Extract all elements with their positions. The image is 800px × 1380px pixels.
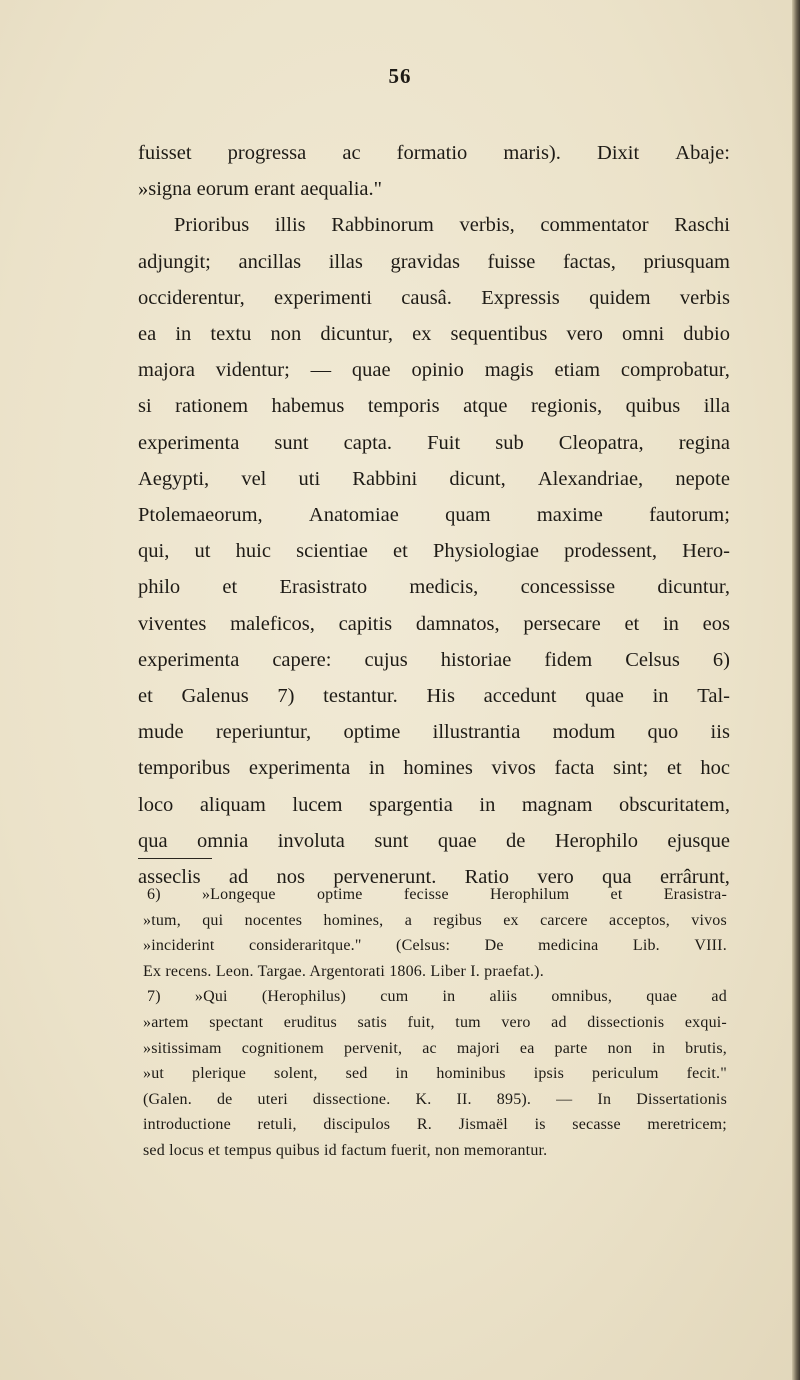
body-text bbox=[138, 135, 730, 895]
footnote-line: 7) »Qui (Herophilus) cum in aliis omnibus, quae ad bbox=[147, 988, 727, 1006]
body-line: qua omnia involuta sunt quae de Herophilo ejusque bbox=[138, 829, 730, 852]
body-line: occiderentur, experimenti causâ. Expressis quidem verbis bbox=[138, 286, 730, 309]
body-line: ea in textu non dicuntur, ex sequentibus vero omni dubio bbox=[138, 323, 730, 346]
footnote-line: (Galen. de uteri dissectione. K. II. 895). — In Dissertationis bbox=[143, 1090, 727, 1108]
footnote-line: »tum, qui nocentes homines, a regibus ex carcere acceptos, vivos bbox=[143, 911, 727, 929]
footnote-line: »inciderint consideraritque." (Celsus: De medicina Lib. VIII. bbox=[143, 937, 727, 955]
body-line: experimenta capere: cujus historiae fidem Celsus 6) bbox=[138, 648, 730, 671]
footnote-line: »artem spectant eruditus satis fuit, tum vero ad dissectionis exqui- bbox=[143, 1013, 727, 1031]
footnote-line: sed locus et tempus quibus id factum fuerit, non memorantur. bbox=[143, 1141, 548, 1159]
page-edge bbox=[792, 0, 800, 1380]
body-line: loco aliquam lucem spargentia in magnam obscuritatem, bbox=[138, 793, 730, 816]
footnote-separator bbox=[138, 858, 212, 859]
body-line: viventes maleficos, capitis damnatos, persecare et in eos bbox=[138, 612, 730, 635]
footnotes bbox=[143, 882, 727, 1164]
footnote-line: 6) »Longeque optime fecisse Herophilum et Erasistra- bbox=[147, 886, 727, 903]
body-line: Ptolemaeorum, Anatomiae quam maxime fautorum; bbox=[138, 504, 730, 527]
body-line: »signa eorum erant aequalia." bbox=[138, 178, 383, 201]
page-number: 56 bbox=[388, 64, 412, 88]
footnote-line: introductione retuli, discipulos R. Jismaël is secasse meretricem; bbox=[143, 1116, 727, 1134]
body-line: adjungit; ancillas illas gravidas fuisse factas, priusquam bbox=[138, 250, 730, 273]
body-line: majora videntur; — quae opinio magis etiam comprobatur, bbox=[138, 359, 730, 382]
body-line: experimenta sunt capta. Fuit sub Cleopatra, regina bbox=[138, 431, 730, 454]
body-line: Prioribus illis Rabbinorum verbis, commentator Raschi bbox=[174, 214, 730, 237]
body-line: et Galenus 7) testantur. His accedunt quae in Tal- bbox=[138, 685, 730, 708]
body-line: Aegypti, vel uti Rabbini dicunt, Alexandriae, nepote bbox=[138, 467, 730, 490]
body-line: si rationem habemus temporis atque regionis, quibus illa bbox=[138, 395, 730, 418]
body-line: qui, ut huic scientiae et Physiologiae prodessent, Hero- bbox=[138, 540, 730, 563]
footnote-line: Ex recens. Leon. Targae. Argentorati 1806. Liber I. praefat.). bbox=[143, 962, 544, 980]
footnote-line: »sitissimam cognitionem pervenit, ac majori ea parte non in brutis, bbox=[143, 1039, 727, 1057]
body-line: temporibus experimenta in homines vivos facta sint; et hoc bbox=[138, 757, 730, 780]
body-line: mude reperiuntur, optime illustrantia modum quo iis bbox=[138, 721, 730, 744]
body-line: asseclis ad nos pervenerunt. Ratio vero qua errârunt, bbox=[138, 866, 730, 889]
body-line: fuisset progressa ac formatio maris). Dixit Abaje: bbox=[138, 142, 730, 164]
body-line: philo et Erasistrato medicis, concessisse dicuntur, bbox=[138, 576, 730, 599]
footnote-line: »ut plerique solent, sed in hominibus ipsis periculum fecit." bbox=[143, 1065, 727, 1083]
